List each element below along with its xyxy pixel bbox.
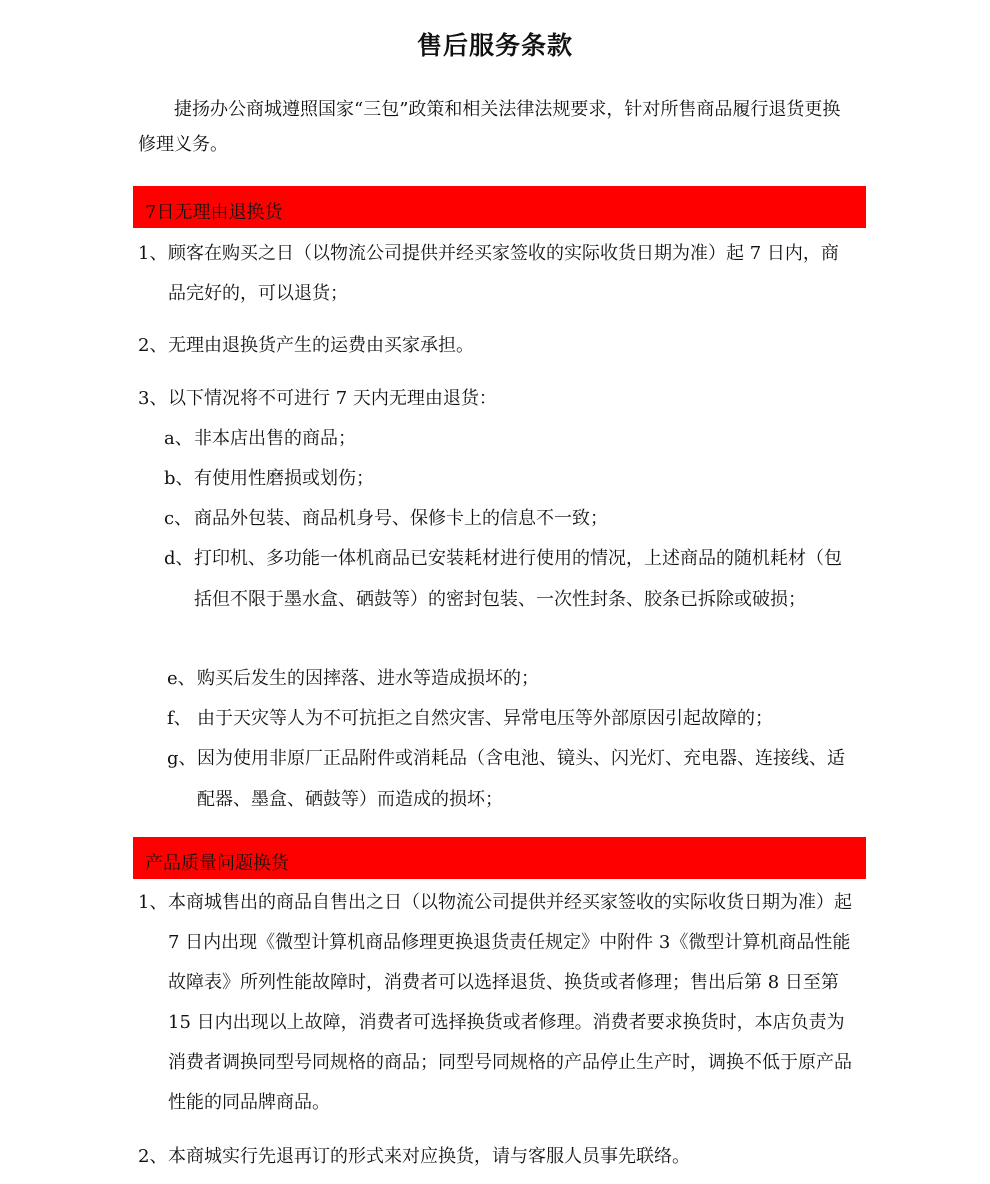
- item-text: 本商城售出的商品自售出之日（以物流公司提供并经买家签收的实际收货日期为准）起 7 日内出现《微型计算机商品修理更换退货责任规定》中附件 3《微型计算机商品性能故障表》所列性能故障时，消费者可以选择退货、换货或者修理；售出后第 8 日至第 15 日内出现以上故障，消费者可选择换货或者修理。消费者要求换货时，本店负责为消费者调换同型号同规格的商品；同型号同规格的产品停止生产时，调换不低于原产品性能的同品牌商品。: [168, 892, 852, 1113]
- item-text: 顾客在购买之日（以物流公司提供并经买家签收的实际收货日期为准）起 7 日内，商品完好的，可以退货；: [168, 243, 839, 304]
- list-item: [138, 234, 856, 314]
- sub-item-text: 购买后发生的因摔落、进水等造成损坏的；: [197, 668, 539, 689]
- item-number: 2、: [138, 1146, 168, 1167]
- sub-item-text: 打印机、多功能一体机商品已安装耗材进行使用的情况，上述商品的随机耗材（包括但不限于墨水盒、硒鼓等）的密封包装、一次性封条、胶条已拆除或破损；: [194, 548, 842, 610]
- section-heading: 7日无理由退换货: [145, 202, 283, 223]
- item-number: 3、: [138, 388, 168, 409]
- page-title: 售后服务条款: [416, 31, 573, 60]
- intro-paragraph: 捷扬办公商城遵照国家“三包”政策和相关法律法规要求，针对所售商品履行退货更换修理义务。: [138, 99, 841, 155]
- sub-item-text: 商品外包装、商品机身号、保修卡上的信息不一致；: [194, 508, 608, 529]
- sub-item-label: e、: [167, 668, 196, 689]
- sub-list-item: [167, 660, 857, 698]
- item-text: 无理由退换货产生的运费由买家承担。: [168, 335, 474, 356]
- item-number: 1、: [138, 892, 168, 913]
- sub-list-item: [167, 738, 857, 820]
- sub-item-label: c、: [164, 508, 193, 529]
- sub-item-text: 非本店出售的商品；: [194, 428, 356, 449]
- item-text: 以下情况将不可进行 7 天内无理由退货：: [168, 388, 497, 409]
- list-item: [138, 380, 856, 418]
- list-item: [138, 327, 856, 365]
- sub-item-text: 因为使用非原厂正品附件或消耗品（含电池、镜头、闪光灯、充电器、连接线、适配器、墨盒、硒鼓等）而造成的损坏；: [197, 748, 845, 810]
- section-header-seven-day-return: [133, 186, 866, 228]
- sub-list-item: [164, 460, 854, 498]
- sub-item-label: f、: [167, 708, 192, 729]
- sub-item-label: d、: [164, 548, 194, 569]
- item-text: 本商城实行先退再订的形式来对应换货，请与客服人员事先联络。: [168, 1146, 690, 1167]
- list-item: [138, 1138, 856, 1176]
- sub-item-text: 有使用性磨损或划伤；: [194, 468, 374, 489]
- sub-item-label: g、: [167, 748, 197, 769]
- sub-item-label: b、: [164, 468, 194, 489]
- sub-list-item: [164, 538, 856, 620]
- item-number: 1、: [138, 243, 168, 264]
- sub-list-item: [164, 500, 854, 538]
- sub-list-item: [167, 700, 857, 738]
- section-header-quality-exchange: [133, 837, 866, 879]
- section-heading: 产品质量问题换货: [145, 853, 289, 874]
- sub-item-label: a、: [164, 428, 193, 449]
- item-number: 2、: [138, 335, 168, 356]
- sub-list-item: [164, 420, 854, 458]
- list-item: [138, 883, 856, 1123]
- sub-item-text: 由于天灾等人为不可抗拒之自然灾害、异常电压等外部原因引起故障的；: [197, 708, 773, 729]
